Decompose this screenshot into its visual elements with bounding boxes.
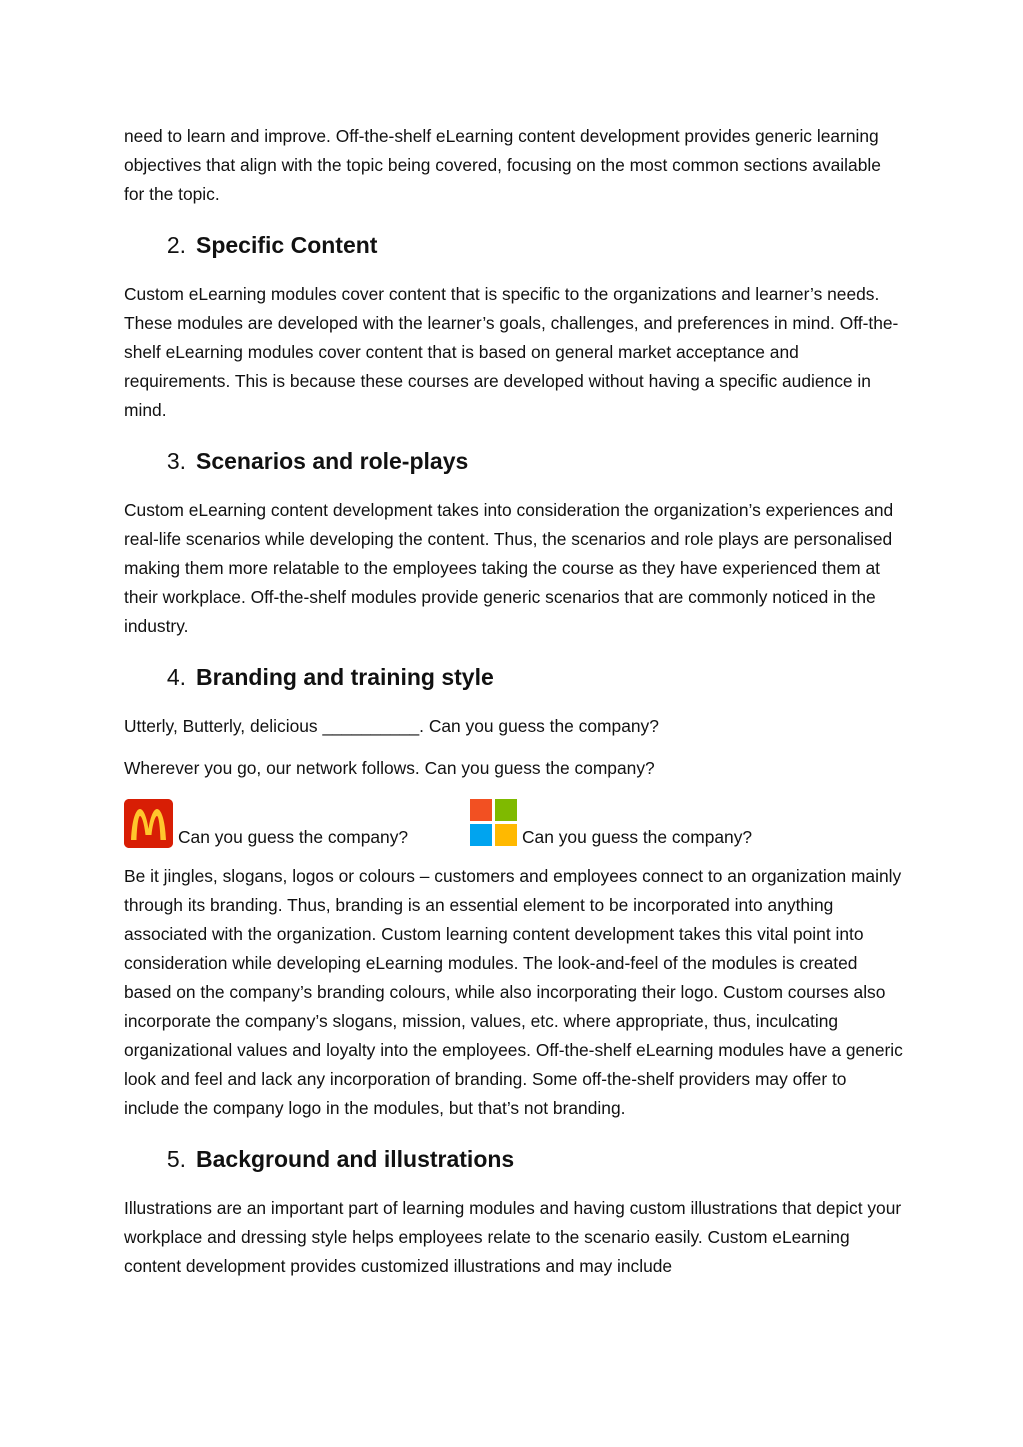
section-number: 2. [166, 232, 186, 258]
logo-quiz-item [124, 799, 470, 848]
section-paragraph: Illustrations are an important part of learning modules and having custom illustrations that depict your workplace and dressing style helps employees relate to the scenario easily. Custom eLearning content development provides customized illustrations and may include [124, 1198, 902, 1276]
section-title: Background and illustrations [196, 1146, 515, 1172]
section-paragraph: Be it jingles, slogans, logos or colours – customers and employees connect to an organization mainly through its branding. Thus, branding is an essential element to be incorporated into anything associated with the organization. Custom learning content development takes this vital point into consideration while developing eLearning modules. The look-and-feel of the modules is created based on the company’s branding colours, while also incorporating their logo. Custom courses also incorporate the company’s slogans, mission, values, etc. where appropriate, thus, inculcating organizational values and loyalty into the employees. Off-the-shelf eLearning modules have a generic look and feel and lack any incorporation of branding. Some off-the-shelf providers may offer to include the company logo in the modules, but that’s not branding. [124, 866, 903, 1118]
section-heading-scenarios [124, 444, 904, 478]
logo-quiz-caption: Can you guess the company? [522, 827, 753, 847]
logo-quiz-caption: Can you guess the company? [178, 827, 409, 847]
microsoft-logo-icon [470, 799, 517, 846]
document-page [124, 122, 904, 1281]
section-number: 4. [166, 664, 186, 690]
mcdonalds-logo-icon [124, 799, 173, 848]
section-heading-background [124, 1142, 904, 1176]
section-heading-specific-content [124, 228, 904, 262]
section-title: Specific Content [196, 232, 378, 258]
quiz-line-network: Wherever you go, our network follows. Can you guess the company? [124, 758, 655, 778]
logo-quiz-row [124, 796, 904, 848]
intro-paragraph: need to learn and improve. Off-the-shelf eLearning content development provides generic learning objectives that align with the topic being covered, focusing on the most common sections available for the topic. [124, 126, 881, 204]
section-title: Scenarios and role-plays [196, 448, 469, 474]
section-paragraph: Custom eLearning content development takes into consideration the organization’s experiences and real-life scenarios while developing the content. Thus, the scenarios and role plays are personalised making them more relatable to the employees taking the course as they have experienced them at their workplace. Off-the-shelf modules provide generic scenarios that are commonly noticed in the industry. [124, 500, 894, 636]
section-title: Branding and training style [196, 664, 494, 690]
section-number: 3. [166, 448, 186, 474]
logo-quiz-item [470, 799, 752, 848]
quiz-line-slogan: Utterly, Butterly, delicious __________. Can you guess the company? [124, 716, 659, 736]
section-number: 5. [166, 1146, 186, 1172]
section-heading-branding [124, 660, 904, 694]
section-paragraph: Custom eLearning modules cover content that is specific to the organizations and learner’s needs. These modules are developed with the learner’s goals, challenges, and preferences in mind. Off-the-shelf eLearning modules cover content that is based on general market acceptance and requirements. This is because these courses are developed without having a specific audience in mind. [124, 284, 899, 420]
